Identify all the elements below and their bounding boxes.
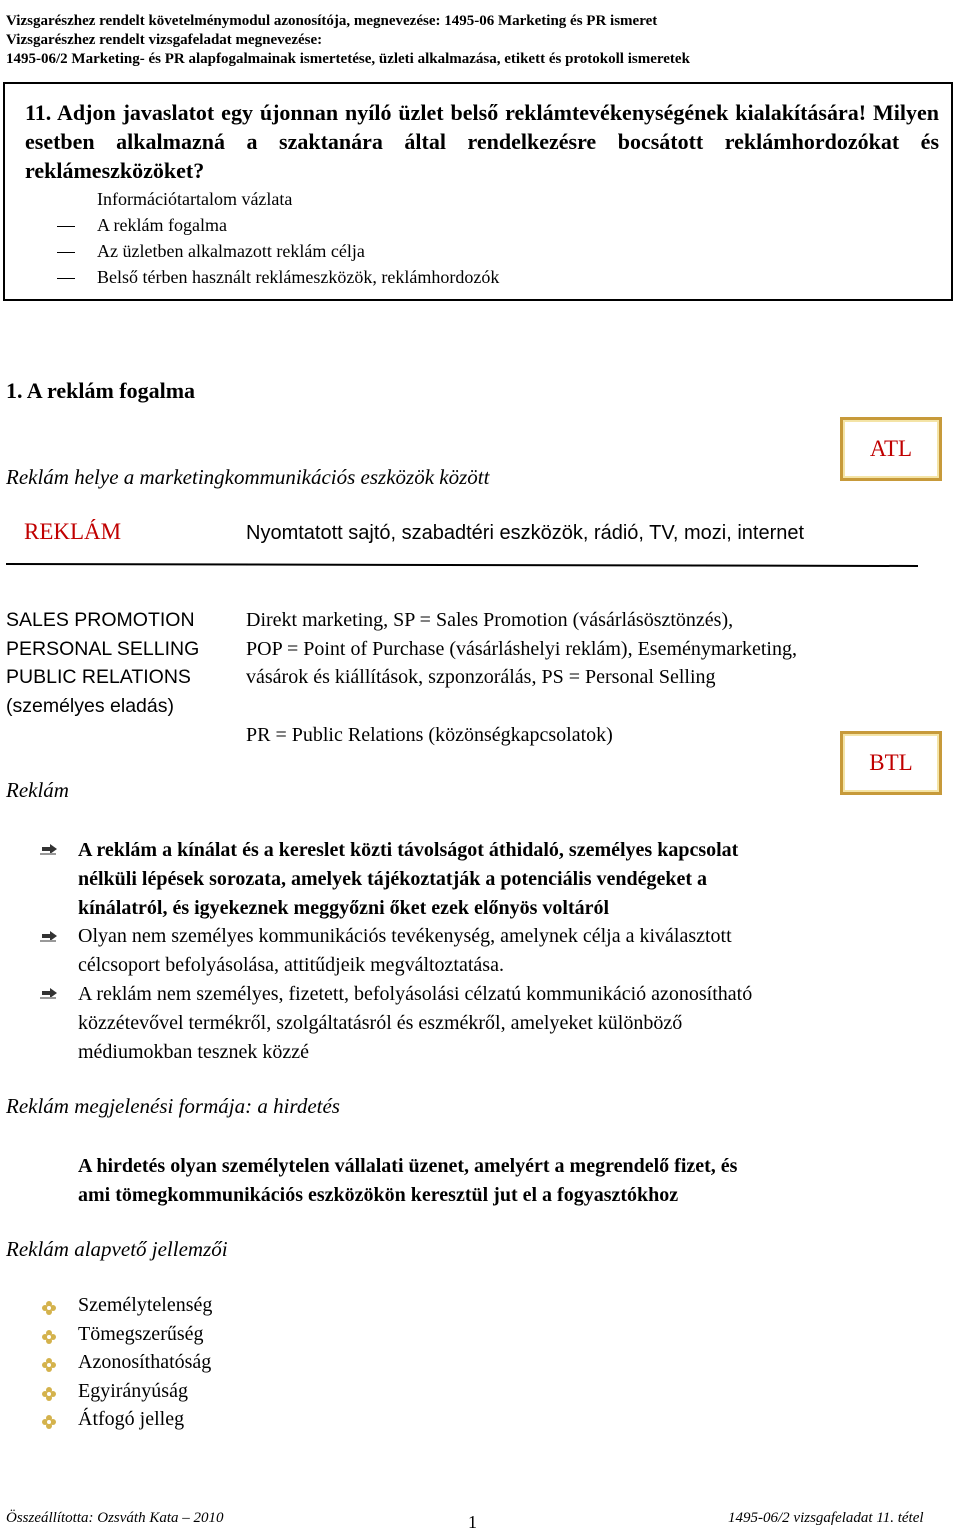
arrow-bullet-icon [40, 986, 58, 1000]
outline-item: Az üzletben alkalmazott reklám célja [57, 238, 365, 264]
flower-bullet-icon [42, 1301, 56, 1315]
outline-title: Információtartalom vázlata [97, 189, 293, 209]
page-number: 1 [468, 1512, 477, 1532]
definition-1: A reklám a kínálat és a kereslet közti távolságot áthidaló, személyes kapcsolat nélküli lépések sorozata, amelyek tájékoztatják a potenciális vendégeket a kínálatról, és igyekeznek meggyőzni őket ezek előnyös voltáról [78, 839, 739, 919]
reklam-label: Reklám [6, 778, 69, 802]
traits-heading: Reklám alapvető jellemzői [6, 1237, 228, 1261]
spacer [246, 692, 797, 721]
footer-author: Összeállította: Ozsváth Kata – 2010 [6, 1510, 224, 1526]
document-header [6, 12, 690, 69]
flower-bullet-icon [42, 1387, 56, 1401]
placement-title: Reklám helye a marketingkommunikációs eszközök között [6, 465, 490, 489]
trait-item: Azonosíthatóság [78, 1351, 212, 1373]
flower-bullet-icon [42, 1415, 56, 1429]
form-heading: Reklám megjelenési formája: a hirdetés [6, 1094, 340, 1118]
definition-2: Olyan nem személyes kommunikációs tevékenység, amelynek célja a kiválasztott célcsoport befolyásolása, attitűdjeik megváltoztatása. [78, 925, 732, 976]
right-col-item: PR = Public Relations (közönségkapcsolatok) [246, 723, 613, 746]
form-text: A hirdetés olyan személytelen vállalati üzenet, amelyért a megrendelő fizet, és ami tömegkommunikációs eszközökön keresztül jut el a fogyasztókhoz [78, 1155, 738, 1206]
reklam-word: REKLÁM [24, 519, 122, 544]
right-col-item: Direkt marketing, SP = Sales Promotion (vásárlásösztönzés), [246, 609, 734, 631]
outline-item: Belső térben használt reklámeszközök, reklámhordozók [57, 264, 499, 290]
left-col-item: SALES PROMOTION [6, 609, 195, 631]
arrow-bullet-icon [40, 929, 58, 943]
dash-icon [57, 278, 75, 279]
trait-item: Tömegszerűség [78, 1323, 204, 1345]
left-col-item: PERSONAL SELLING [6, 637, 200, 660]
section-heading: 1. A reklám fogalma [6, 378, 196, 403]
divider-line [6, 560, 918, 570]
right-column [246, 606, 797, 750]
question-box [3, 82, 953, 301]
left-col-item: (személyes eladás) [6, 695, 174, 718]
trait-item: Egyirányúság [78, 1380, 188, 1402]
dash-icon [57, 252, 75, 253]
btl-badge: BTL [840, 731, 942, 795]
dash-icon [57, 226, 75, 227]
atl-badge: ATL [840, 417, 942, 481]
question-title: 11. Adjon javaslatot egy újonnan nyíló üzlet belső reklámtevékenységének kialakítására! Milyen esetben alkalmazná a szaktanára által rendelkezésre bocsátott reklámhordozókat és reklámeszközöket? [25, 100, 939, 183]
outline-item: A reklám fogalma [57, 212, 227, 238]
right-col-item: POP = Point of Purchase (vásárláshelyi reklám), Eseménymarketing, [246, 637, 797, 660]
arrow-bullet-icon [40, 842, 58, 856]
header-line-2: Vizsgarészhez rendelt vizsgafeladat megnevezése: [6, 32, 323, 48]
definition-3: A reklám nem személyes, fizetett, befolyásolási célzatú kommunikáció azonosítható közzétevővel termékről, szolgáltatásról és eszmékről, amelyeket különböző médiumokban tesznek közzé [78, 983, 753, 1063]
flower-bullet-icon [42, 1330, 56, 1344]
left-col-item: PUBLIC RELATIONS [6, 666, 191, 689]
footer-task: 1495-06/2 vizsgafeladat 11. tétel [728, 1510, 924, 1526]
flower-bullet-icon [42, 1358, 56, 1372]
header-line-1: Vizsgarészhez rendelt követelménymodul azonosítója, megnevezése: 1495-06 Marketing és PR ismeret [6, 13, 658, 29]
left-column [6, 606, 199, 721]
trait-item: Átfogó jelleg [78, 1408, 185, 1430]
trait-item: Személytelenség [78, 1294, 213, 1316]
reklam-media: Nyomtatott sajtó, szabadtéri eszközök, rádió, TV, mozi, internet [246, 522, 805, 544]
right-col-item: vásárok és kiállítások, szponzorálás, PS = Personal Selling [246, 666, 716, 689]
header-line-3: 1495-06/2 Marketing- és PR alapfogalmainak ismertetése, üzleti alkalmazása, etikett és protokoll ismeretek [6, 51, 690, 67]
